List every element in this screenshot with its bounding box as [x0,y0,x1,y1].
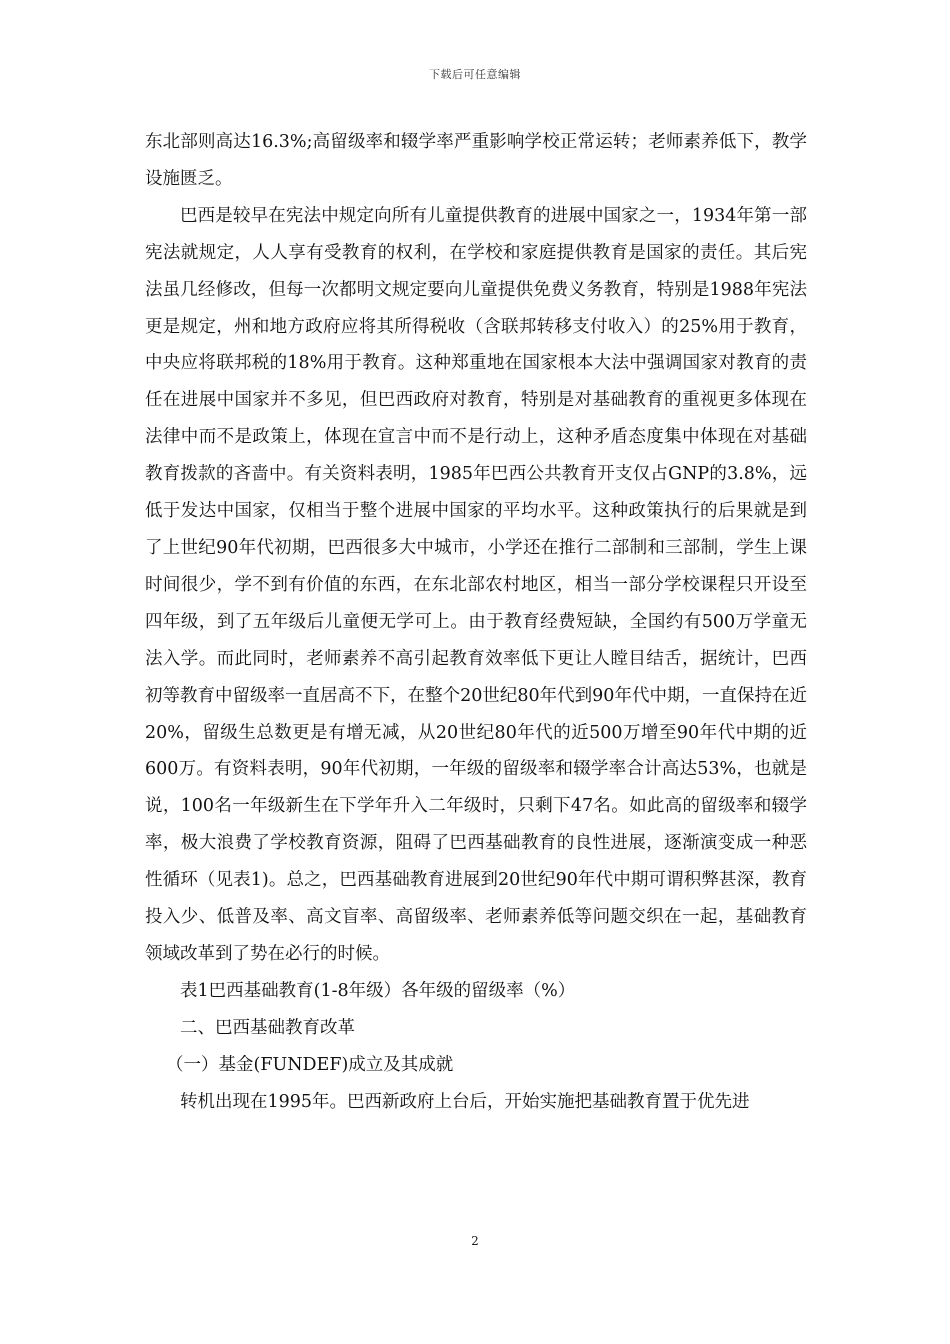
page-number: 2 [471,1234,479,1248]
paragraph-brazil-education-history: 巴西是较早在宪法中规定向所有儿童提供教育的进展中国家之一，1934年第一部宪法就规定，人人享有受教育的权利，在学校和家庭提供教育是国家的责任。其后宪法虽几经修改，但每一次都明文规定要向儿童提供免费义务教育，特别是1988年宪法更是规定，州和地方政府应将其所得税收（含联邦转移支付收入）的25%用于教育，中央应将联邦税的18%用于教育。这种郑重地在国家根本大法中强调国家对教育的责任在进展中国家并不多见，但巴西政府对教育，特别是对基础教育的重视更多体现在法律中而不是政策上，体现在宣言中而不是行动上，这种矛盾态度集中体现在对基础教育拨款的吝啬中。有关资料表明，1985年巴西公共教育开支仅占GNP的3.8%，远低于发达中国家，仅相当于整个进展中国家的平均水平。这种政策执行的后果就是到了上世纪90年代初期，巴西很多大中城市，小学还在推行二部制和三部制，学生上课时间很少，学不到有价值的东西，在东北部农村地区，相当一部分学校课程只开设至四年级，到了五年级后儿童便无学可上。由于教育经费短缺，全国约有500万学童无法入学。而此同时，老师素养不高引起教育效率低下更让人瞠目结舌，据统计，巴西初等教育中留级率一直居高不下，在整个20世纪80年代到90年代中期，一直保持在近20%，留级生总数更是有增无减，从20世纪80年代的近500万增至90年代中期的近600万。有资料表明，90年代初期，一年级的留级率和辍学率合计高达53%，也就是说，100名一年级新生在下学年升入二年级时，只剩下47名。如此高的留级率和辍学率，极大浪费了学校教育资源，阻碍了巴西基础教育的良性进展，逐渐演变成一种恶性循环（见表1)。总之，巴西基础教育进展到20世纪90年代中期可谓积弊甚深，教育投入少、低普及率、高文盲率、高留级率、老师素养低等问题交织在一起，基础教育领域改革到了势在必行的时候。 [145,205,807,964]
subsection-heading: （一）基金(FUNDEF)成立及其成就 [166,1054,454,1075]
document-body [145,124,807,1120]
paragraph-continuation: 东北部则高达16.3%;高留级率和辍学率严重影响学校正常运转；老师素养低下，教学设施匮乏。 [145,132,807,189]
page-header: 下载后可任意编辑 [429,68,521,81]
paragraph-turning-point: 转机出现在1995年。巴西新政府上台后，开始实施把基础教育置于优先进 [180,1091,750,1112]
table-caption: 表1巴西基础教育(1-8年级）各年级的留级率（%） [180,980,576,1001]
section-heading: 二、巴西基础教育改革 [180,1017,355,1038]
